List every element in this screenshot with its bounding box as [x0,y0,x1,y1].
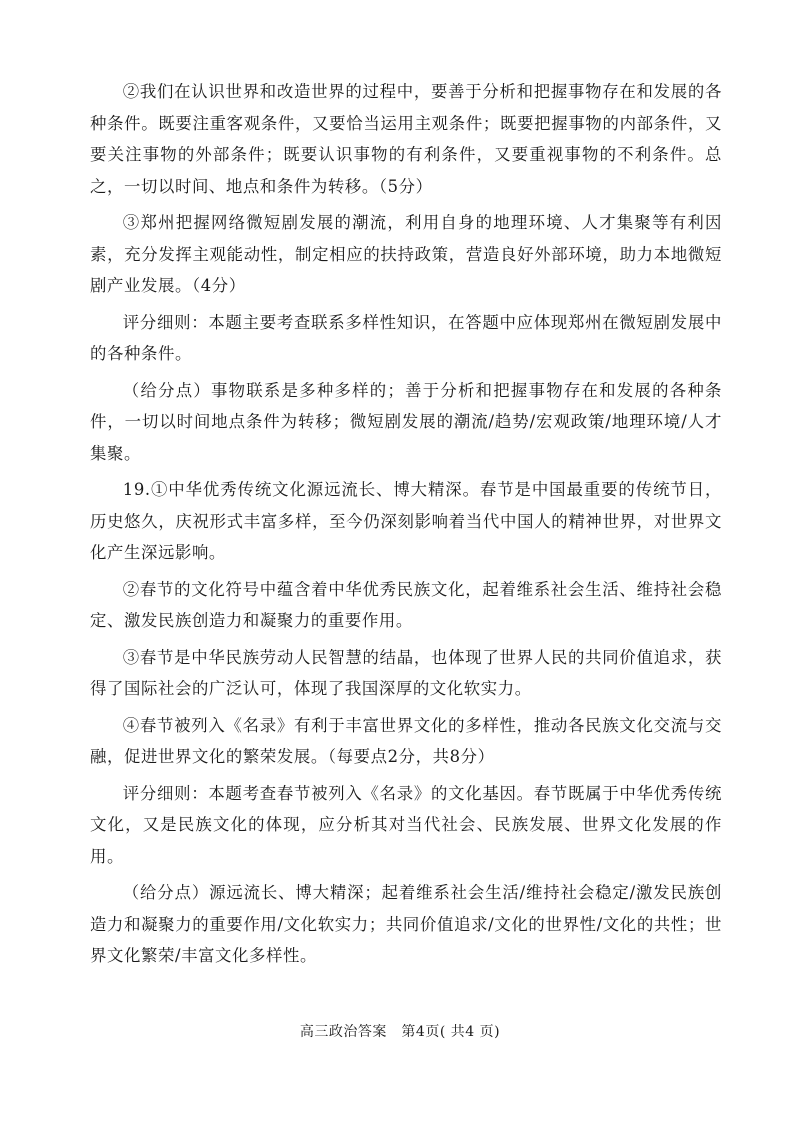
paragraph-18-scoring-points: （给分点）事物联系是多种多样的；善于分析和把握事物存在和发展的各种条件，一切以时间地点条件为转移；微短剧发展的潮流/趋势/宏观政策/地理环境/人才集聚。 [90,380,722,463]
paragraph-19-point-4: ④春节被列入《名录》有利于丰富世界文化的多样性，推动各民族文化交流与交融，促进世界文化的繁荣发展。（每要点2分，共8分） [90,715,722,766]
paragraph-19-point-3: ③春节是中华民族劳动人民智慧的结晶，也体现了世界人民的共同价值追求，获得了国际社会的广泛认可，体现了我国深厚的文化软实力。 [90,647,722,698]
paragraph-19-scoring-rules: 评分细则：本题考查春节被列入《名录》的文化基因。春节既属于中华优秀传统文化，又是民族文化的体现，应分析其对当代社会、民族发展、世界文化发展的作用。 [90,783,722,866]
paragraph-18-point-2: ②我们在认识世界和改造世界的过程中，要善于分析和把握事物存在和发展的各种条件。既要注重客观条件，又要恰当运用主观条件；既要把握事物的内部条件，又要关注事物的外部条件；既要认识事物的有利条件，又要重视事物的不利条件。总之，一切以时间、地点和条件为转移。（5分） [90,82,722,196]
paragraph-19-scoring-points: （给分点）源远流长、博大精深；起着维系社会生活/维持社会稳定/激发民族创造力和凝聚力的重要作用/文化软实力；共同价值追求/文化的世界性/文化的共性；世界文化繁荣/丰富文化多样性。 [90,883,722,965]
paragraph-19-point-1: 19.①中华优秀传统文化源远流长、博大精深。春节是中国最重要的传统节日，历史悠久，庆祝形式丰富多样，至今仍深刻影响着当代中国人的精神世界，对世界文化产生深远影响。 [90,480,722,562]
paragraph-19-point-2: ②春节的文化符号中蕴含着中华优秀民族文化，起着维系社会生活、维持社会稳定、激发民族创造力和凝聚力的重要作用。 [90,579,722,630]
paragraph-18-scoring-rules: 评分细则：本题主要考查联系多样性知识，在答题中应体现郑州在微短剧发展中的各种条件。 [90,312,722,363]
page-footer: 高三政治答案 第4页( 共4 页) [299,1024,501,1040]
paragraph-18-point-3: ③郑州把握网络微短剧发展的潮流，利用自身的地理环境、人才集聚等有利因素，充分发挥主观能动性，制定相应的扶持政策，营造良好外部环境，助力本地微短剧产业发展。（4分） [90,213,722,295]
answer-content [90,76,722,977]
